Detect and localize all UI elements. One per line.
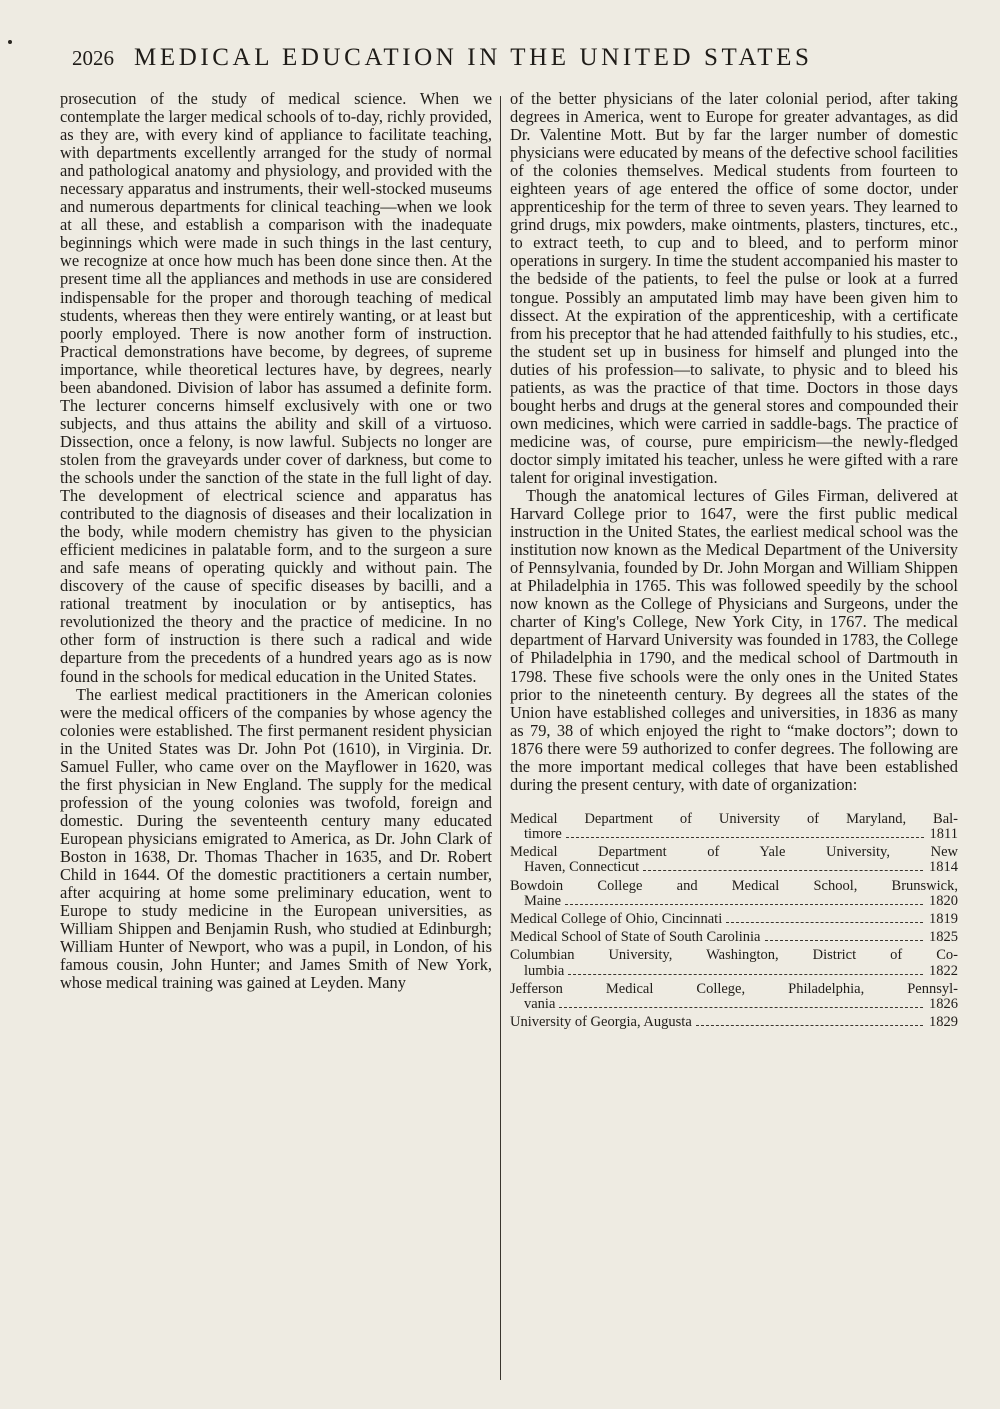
college-year: 1826	[929, 996, 958, 1013]
college-name-continued: timore	[524, 826, 562, 843]
college-entry	[510, 845, 958, 875]
dot-leader	[696, 1025, 923, 1026]
college-list	[510, 812, 958, 1031]
college-name: Medical School of State of South Carolinia	[510, 929, 761, 946]
college-year: 1814	[929, 859, 958, 876]
college-entry	[510, 948, 958, 978]
dot-leader	[568, 974, 923, 975]
college-name-continued: lumbia	[524, 962, 565, 979]
paragraph-apprenticeship: of the better physicians of the later colonial period, after taking degrees in America, went to Europe for greater advantages, as did Dr. Valentine Mott. But by far the larger number of domestic physicians were educated by means of the defective school facilities of the colonies themselves. Medical students from fourteen to eighteen years of age entered the office of some doctor, under apprenticeship for the term of three to seven years. They learned to grind drugs, mix powders, make ointments, plasters, tinctures, etc., to extract teeth, to cup and to bleed, and to perform minor operations in surgery. In time the student accompanied his master to the bedside of the patients, to feel the pulse or look at a furred tongue. Possibly an amputated limb may have been given him to dissect. At the expiration of the apprenticeship, with a certificate from his preceptor that he had attended faithfully to his studies, etc., the student set up in business for himself and plunged into the duties of his profession—to salivate, to physic and to bleed his patients, as was the practice of that time. Doctors in those days bought herbs and drugs at the general stores and compounded their own medicines, which were carried in saddle-bags. The practice of medicine was, of course, pure empiricism—the newly-fledged doctor simply imitated his teacher, unless he were gifted with a rare talent for original investigation.	[510, 89, 958, 487]
dot-leader	[559, 1007, 923, 1008]
page-number: 2026	[72, 46, 114, 70]
college-name: Columbian University, Washington, District of Co-	[510, 947, 958, 964]
college-year: 1820	[929, 892, 958, 909]
college-name-continued: Haven, Connecticut	[524, 859, 640, 876]
scan-speck	[8, 40, 12, 44]
column-divider	[500, 96, 501, 1380]
college-name: Jefferson Medical College, Philadelphia, Pennsyl-	[510, 980, 958, 997]
college-year: 1829	[929, 1014, 958, 1031]
running-title: MEDICAL EDUCATION IN THE UNITED STATES	[134, 44, 813, 71]
paragraph-first-schools: Though the anatomical lectures of Giles Firman, delivered at Harvard College prior to 1647, were the first public medical instruction in the United States, the earliest medical school was the institution now known as the Medical Department of the University of Pennsylvania, founded by Dr. John Morgan and William Shippen at Philadelphia in 1765. This was followed speedily by the school now known as the College of Physicians and Surgeons, under the charter of King's College, New York City, in 1767. The medical department of Harvard University was founded in 1783, the College of Philadelphia in 1790, and the medical school of Dartmouth in 1798. These five schools were the only ones in the United States prior to the nineteenth century. By degrees all the states of the Union have established colleges and universities, in 1836 as many as 79, 38 of which enjoyed the right to “make doctors”; down to 1876 there were 59 authorized to confer degrees. The following are the more important medical colleges that have been established during the present century, with date of organization:	[510, 486, 958, 794]
college-name: Bowdoin College and Medical School, Brunswick,	[510, 877, 958, 894]
college-entry	[510, 812, 958, 842]
dot-leader	[566, 837, 924, 838]
college-name: Medical College of Ohio, Cincinnati	[510, 911, 723, 928]
college-entry	[510, 1015, 958, 1030]
college-entry	[510, 982, 958, 1012]
college-year: 1811	[929, 826, 958, 843]
college-year: 1822	[929, 962, 958, 979]
dot-leader	[565, 904, 923, 905]
college-name: University of Georgia, Augusta	[510, 1014, 692, 1031]
left-column	[60, 90, 492, 992]
right-column	[510, 90, 958, 1033]
dot-leader	[726, 922, 923, 923]
college-entry	[510, 930, 958, 945]
college-name: Medical Department of Yale University, New	[510, 844, 958, 861]
dot-leader	[643, 870, 923, 871]
college-year: 1825	[929, 929, 958, 946]
page-header	[72, 44, 952, 84]
paragraph-continued: prosecution of the study of medical science. When we contemplate the larger medical schools of to-day, richly provided, as they are, with every kind of appliance to facilitate teaching, with departments excellently arranged for the study of normal and pathological anatomy and physiology, and provided with the necessary apparatus and instruments, their well-stocked museums and numerous departments for clinical teaching—when we look at all these, and establish a comparison with the inadequate beginnings which were made in such things in the last century, we recognize at once how much has been done since then. At the present time all the appliances and methods in use are considered indispensable for the proper and thorough teaching of medical students, whereas then they were entirely wanting, or at least but poorly employed. There is now another form of instruction. Practical demonstrations have become, by degrees, of supreme importance, while theoretical lectures have, by degrees, nearly been abandoned. Division of labor has assumed a definite form. The lecturer concerns himself exclusively with one or two subjects, and thus attains the ability and skill of a virtuoso. Dissection, once a felony, is now lawful. Subjects no longer are stolen from the graveyards under cover of darkness, but come to the schools under the sanction of the state in the full light of day. The development of electrical science and apparatus has contributed to the diagnosis of diseases and their localization in the body, while modern chemistry has given to the physician efficient medicines in palatable form, and to the surgeon a sure and safe means of operating quickly and without pain. The discovery of the cause of specific diseases by bacilli, and a rational treatment by inoculation or by antiseptics, has revolutionized the theory and the practice of medicine. In no other form of instruction is there such a radical and wide departure from the precedents of a hundred years ago as is now found in the schools for medical education in the United States.	[60, 89, 492, 686]
college-name-continued: vania	[524, 996, 556, 1013]
paragraph-early-practitioners: The earliest medical practitioners in the American colonies were the medical officers of the companies by whose agency the colonies were established. The first permanent resident physician in the United States was Dr. John Pot (1610), in Virginia. Dr. Samuel Fuller, who came over on the Mayflower in 1620, was the first physician in New England. The supply for the medical profession of the young colonies was twofold, foreign and domestic. During the seventeenth century many educated European physicians emigrated to America, as Dr. John Clark of Boston in 1638, Dr. Thomas Thacher in 1635, and Dr. Robert Child in 1644. Of the domestic practitioners a certain number, after acquiring at home some preliminary education, went to Europe to study medicine in the European universities, as William Shippen and Benjamin Rush, who studied at Edinburgh; William Hunter of Newport, who was a pupil, in London, of his famous cousin, John Hunter; and James Smith of New York, whose medical training was gained at Leyden. Many	[60, 684, 492, 993]
college-year: 1819	[929, 911, 958, 928]
college-entry	[510, 912, 958, 927]
dot-leader	[765, 940, 924, 941]
college-name: Medical Department of University of Maryland, Bal-	[510, 810, 958, 827]
college-entry	[510, 879, 958, 909]
college-name-continued: Maine	[524, 892, 562, 909]
